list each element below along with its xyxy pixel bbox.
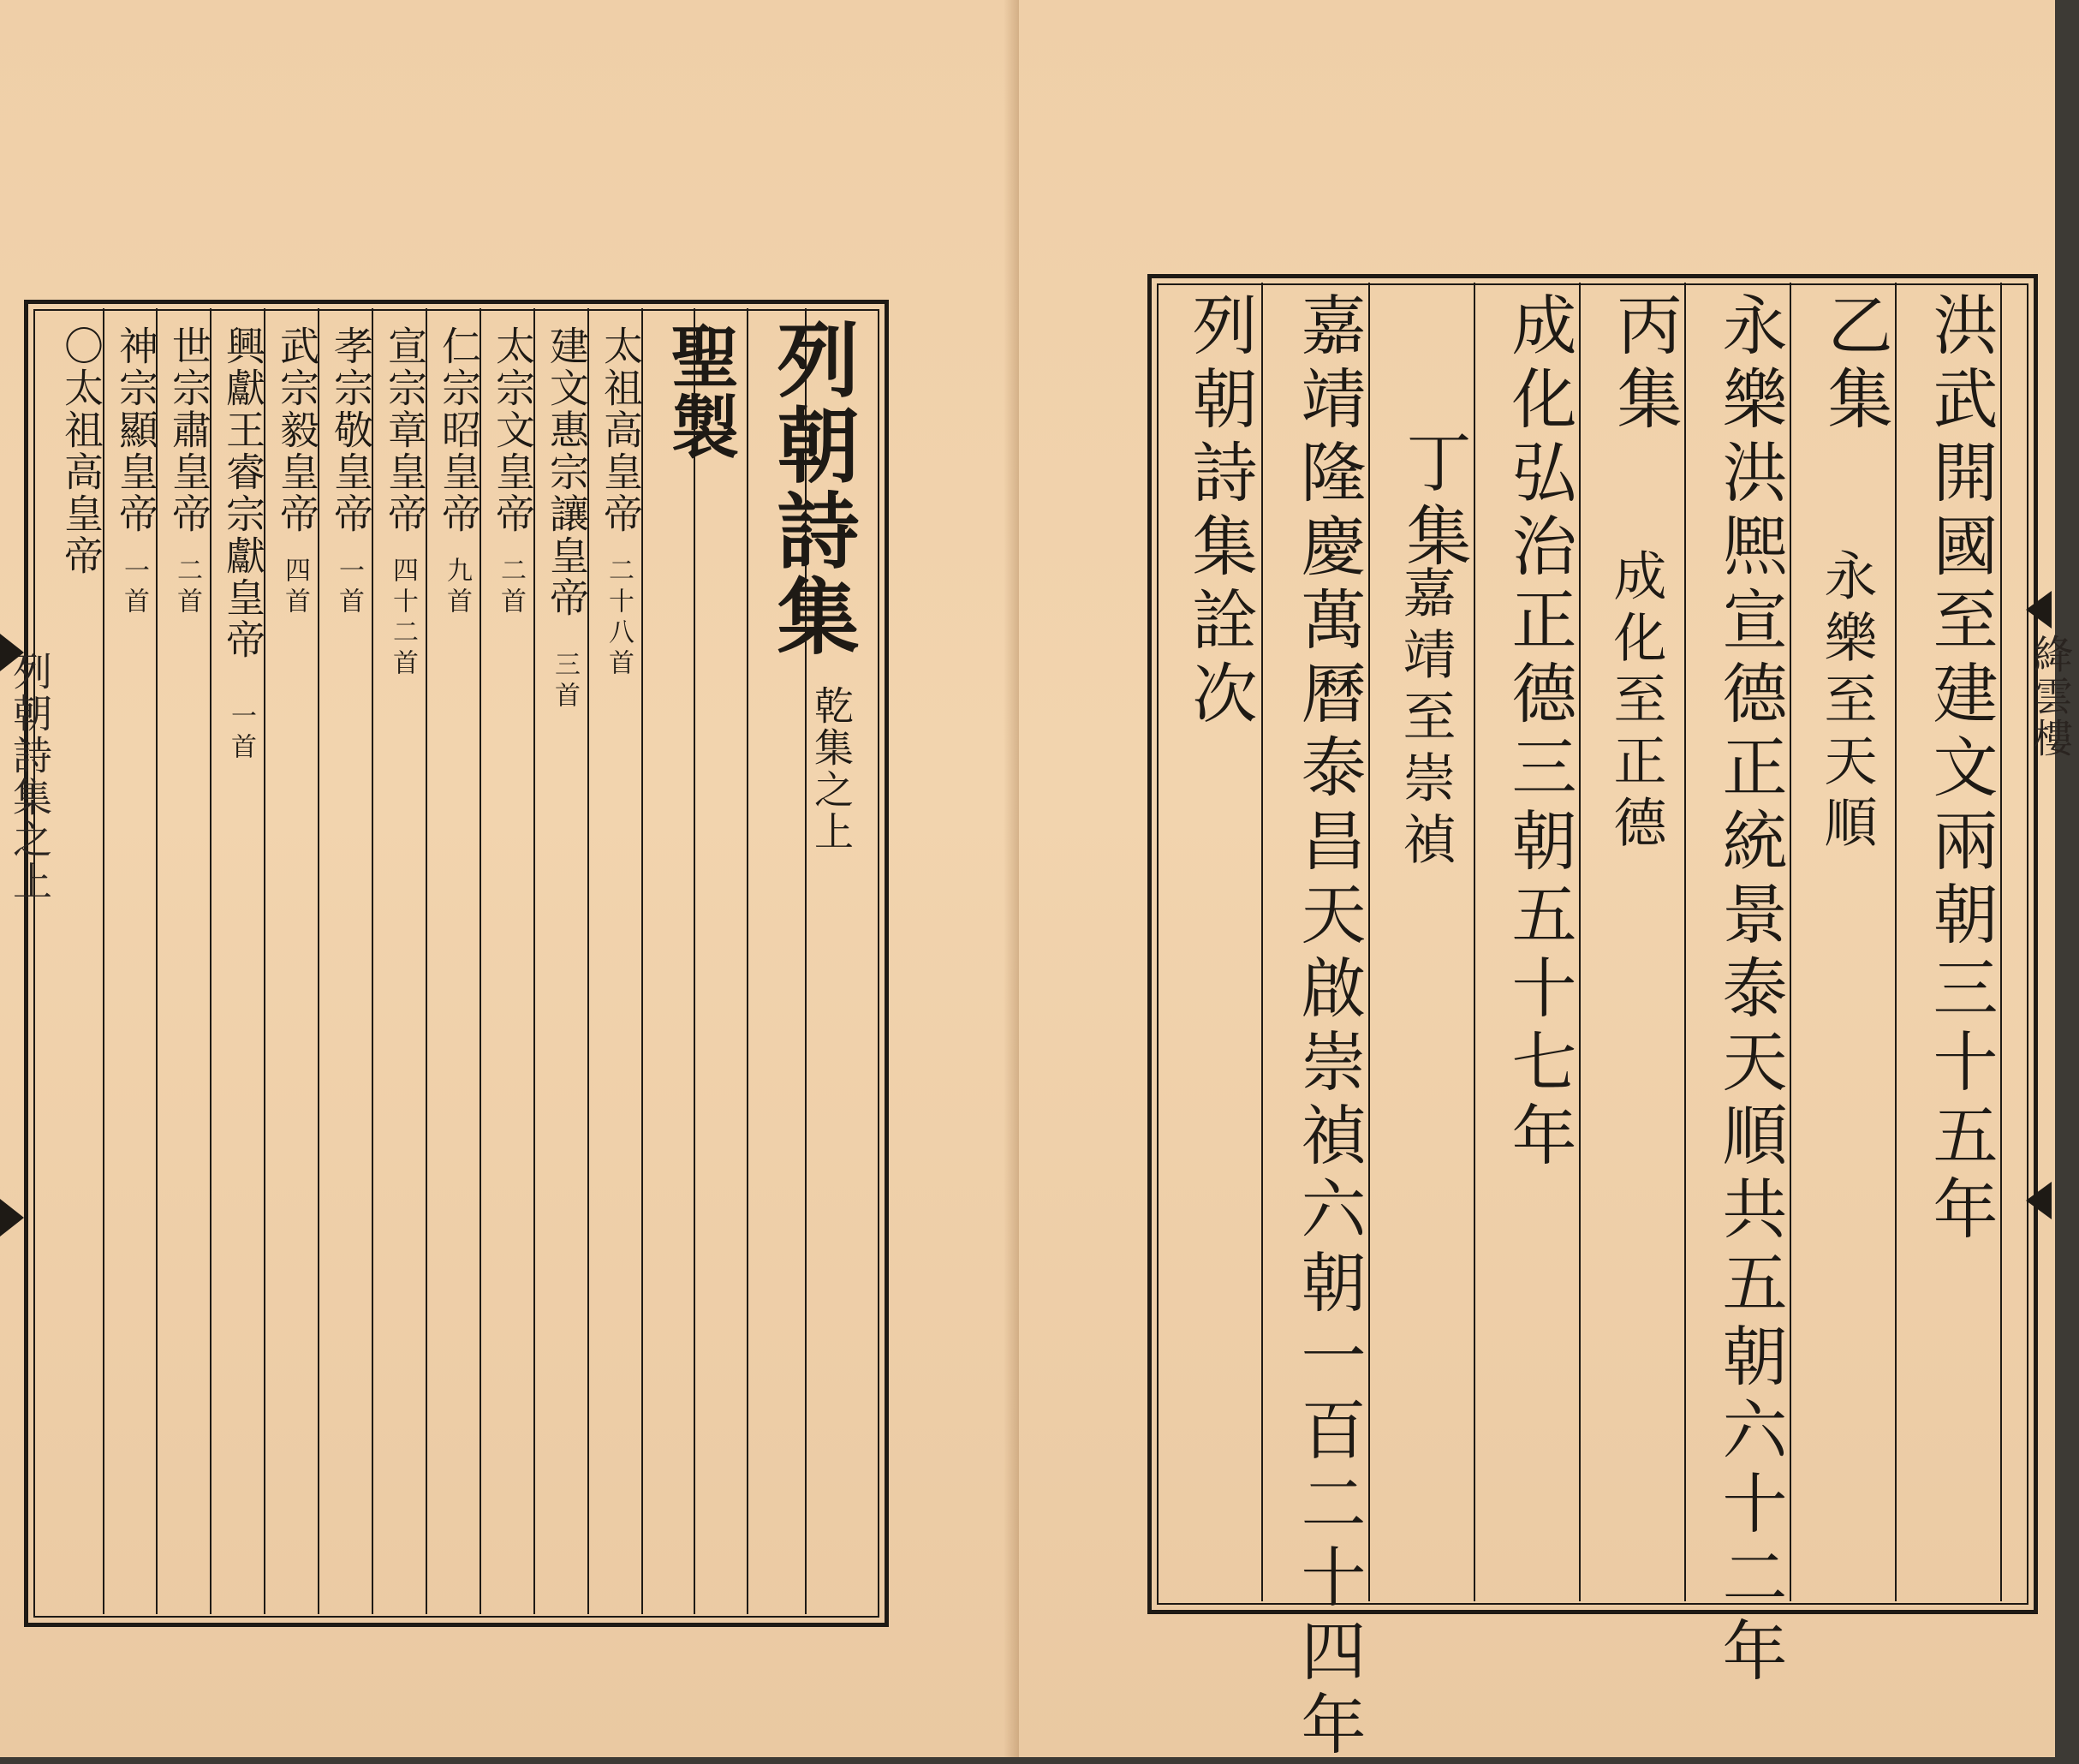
collection-span: 成化至正德: [1605, 548, 1667, 856]
contents-heading: 列朝詩集詮次: [1182, 291, 1258, 733]
entry-count: 一首: [119, 557, 149, 618]
fishtail-mark: [2026, 591, 2052, 629]
juan-label: 乾集之上: [808, 685, 855, 853]
entry-count: 一首: [226, 702, 256, 764]
contents-column: 永樂洪熈宣德正統景泰天順共五朝六十二年: [1712, 291, 1788, 1690]
left-page: [0, 0, 1019, 1757]
book-title: 列朝詩集: [764, 317, 861, 659]
entry-name: 宣宗章皇帝: [382, 325, 428, 535]
entry-count: 九首: [442, 557, 472, 618]
edge-label: 絳雲樓: [2028, 634, 2074, 760]
entry-count: 二首: [172, 557, 202, 618]
collection-label: 丁集: [1396, 428, 1472, 575]
spine-fragment: 列朝詩集之上: [7, 651, 53, 903]
entry-name: 〇太祖高皇帝: [58, 325, 104, 577]
entry-name: 世宗肅皇帝: [166, 325, 212, 535]
entry-name: 武宗毅皇帝: [274, 325, 320, 535]
entry-name: 興獻王睿宗獻皇帝: [220, 325, 266, 661]
entry-count: 四十二首: [388, 557, 418, 680]
fishtail-mark: [0, 1199, 24, 1237]
entry-count: 三首: [550, 651, 580, 712]
entry-name: 太祖高皇帝: [598, 325, 644, 535]
collection-label: 乙集: [1817, 291, 1893, 438]
entry-count: 四首: [280, 557, 310, 618]
section-heading: 聖製: [659, 321, 740, 462]
entry-name: 孝宗敬皇帝: [328, 325, 374, 535]
fishtail-mark: [0, 634, 24, 671]
entry-name: 仁宗昭皇帝: [436, 325, 482, 535]
fishtail-mark: [2026, 1182, 2052, 1219]
entry-count: 二首: [496, 557, 526, 618]
collection-span: 永樂至天順: [1815, 548, 1878, 856]
entry-count: 二十八首: [604, 557, 634, 680]
contents-column: 洪武開國至建文兩朝三十五年: [1922, 291, 1999, 1249]
collection-label: 丙集: [1606, 291, 1683, 438]
entry-count: 一首: [334, 557, 364, 618]
entry-name: 神宗顯皇帝: [113, 325, 159, 535]
collection-span: 嘉靖至崇禎: [1394, 565, 1456, 873]
entry-name: 建文惠宗讓皇帝: [544, 325, 590, 619]
contents-column: 成化弘治正德三朝五十七年: [1501, 291, 1577, 1175]
contents-column: 嘉靖隆慶萬曆泰昌天啟崇禎六朝一百二十四年: [1290, 291, 1367, 1764]
right-page: [1019, 0, 2074, 1764]
right-page-frame: [1147, 274, 2038, 1614]
entry-name: 太宗文皇帝: [490, 325, 536, 535]
